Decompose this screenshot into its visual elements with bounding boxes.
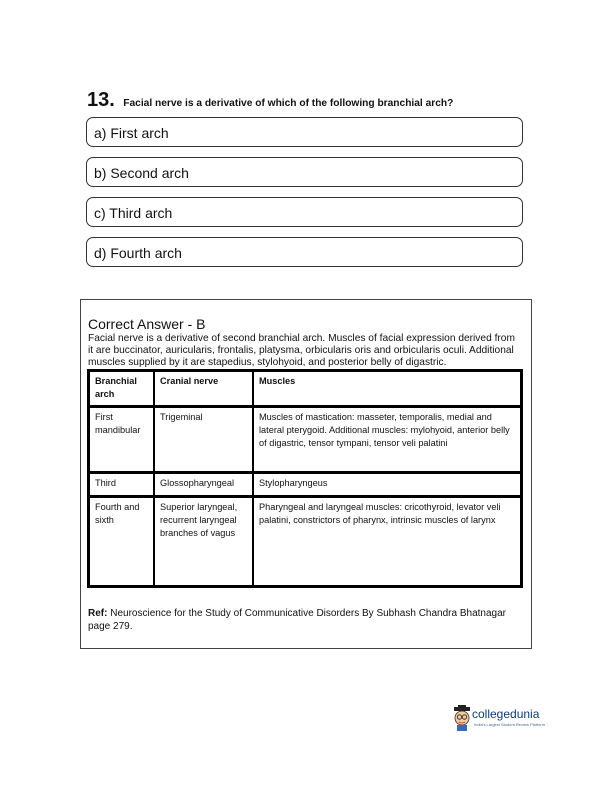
table-cell: Stylopharyngeus	[253, 472, 521, 496]
table-header: Cranial nerve	[154, 371, 253, 406]
logo-tagline: India's Largest Student Review Platform	[474, 722, 546, 727]
table-cell: Glossopharyngeal	[154, 472, 253, 496]
table-header-row	[89, 371, 521, 406]
table-header: Branchial arch	[89, 371, 154, 406]
table-row	[89, 406, 521, 472]
table-cell: Trigeminal	[154, 406, 253, 472]
option-b[interactable]: b) Second arch	[86, 157, 523, 187]
collegedunia-logo	[452, 705, 546, 735]
answer-title: Correct Answer - B	[88, 316, 206, 332]
question-header	[87, 89, 453, 112]
graduate-mascot-icon	[452, 705, 472, 731]
option-c[interactable]: c) Third arch	[86, 197, 523, 227]
question-number: 13.	[87, 89, 115, 111]
branchial-arch-table	[87, 369, 523, 588]
reference-label: Ref:	[88, 608, 108, 619]
table-cell: Superior laryngeal, recurrent laryngeal branches of vagus	[154, 496, 253, 586]
table-row	[89, 472, 521, 496]
table-cell: First mandibular	[89, 406, 154, 472]
table-header: Muscles	[253, 371, 521, 406]
option-d[interactable]: d) Fourth arch	[86, 237, 523, 267]
option-a[interactable]: a) First arch	[86, 117, 523, 147]
table-cell: Third	[89, 472, 154, 496]
table-cell: Muscles of mastication: masseter, temporalis, medial and lateral pterygoid. Additional muscles: mylohyoid, anterior belly of digastric, tensor tympani, tensor veli palatini	[253, 406, 521, 472]
table-cell: Fourth and sixth	[89, 496, 154, 586]
logo-name: collegedunia	[472, 707, 540, 721]
table-cell: Pharyngeal and laryngeal muscles: cricothyroid, levator veli palatini, constrictors of pharynx, intrinsic muscles of larynx	[253, 496, 521, 586]
reference	[88, 607, 528, 633]
question-text: Facial nerve is a derivative of which of the following branchial arch?	[123, 98, 454, 109]
answer-explanation: Facial nerve is a derivative of second branchial arch. Muscles of facial expression derived from it are buccinator, auricularis, frontalis, platysma, orbicularis oris and orbicularis oculi. Additional muscles supplied by it are stapedius, stylohyoid, and posterior belly of digastric.	[88, 333, 515, 368]
table-row	[89, 496, 521, 586]
reference-text: Neuroscience for the Study of Communicative Disorders By Subhash Chandra Bhatnagar page 279.	[88, 608, 506, 632]
